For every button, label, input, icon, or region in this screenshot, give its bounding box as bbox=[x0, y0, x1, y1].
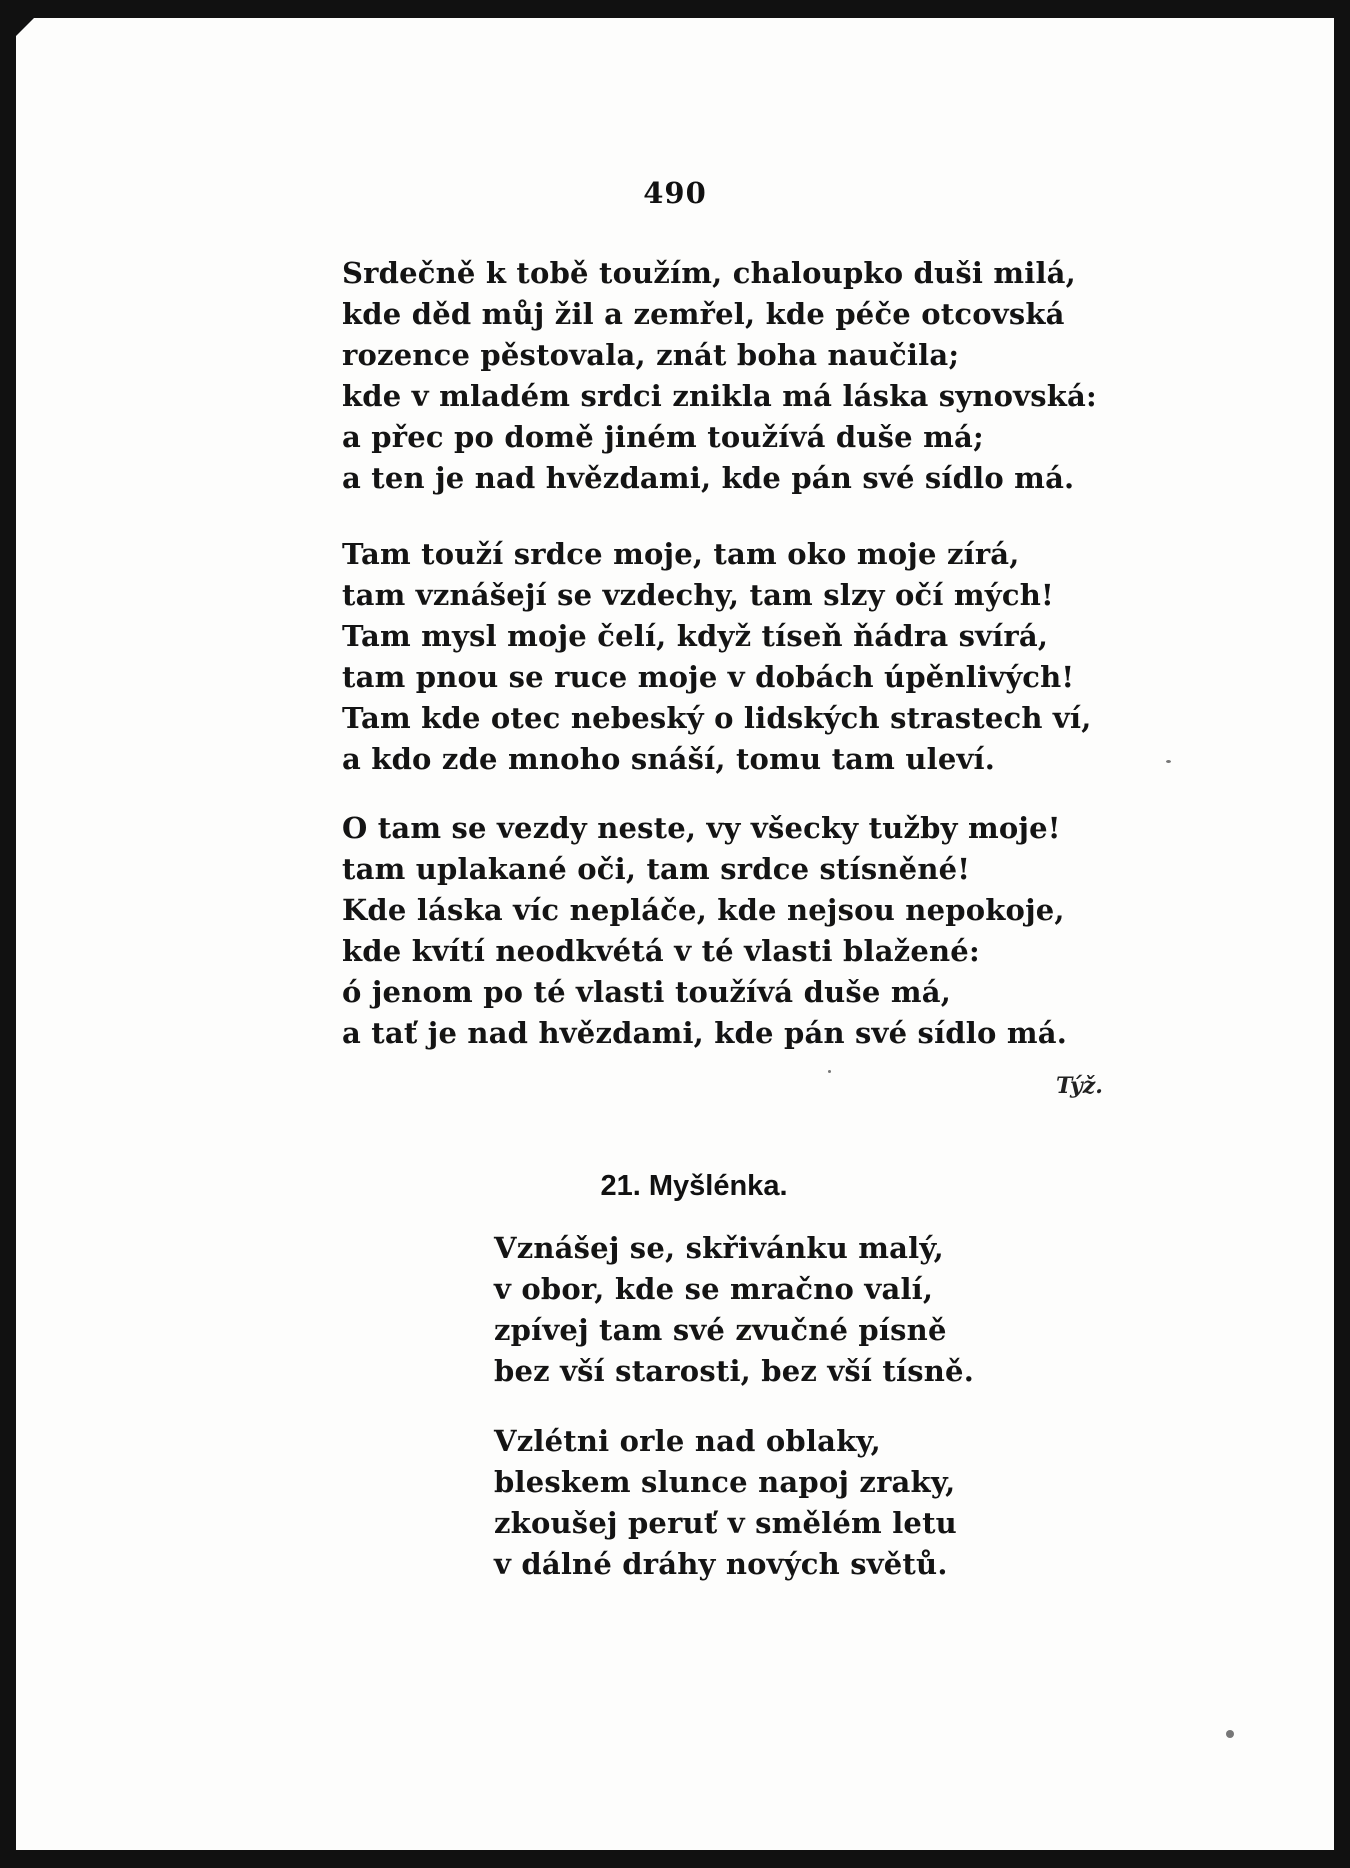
verse-line: Vznášej se, skřivánku malý, bbox=[494, 1231, 944, 1265]
verse-line: v obor, kde se mračno valí, bbox=[494, 1272, 934, 1306]
verse-line: bez vší starosti, bez vší tísně. bbox=[494, 1354, 975, 1388]
verse-line: O tam se vezdy neste, vy všecky tužby moje! bbox=[342, 811, 1061, 845]
verse-line: Tam touží srdce moje, tam oko moje zírá, bbox=[342, 537, 1020, 571]
poem1-stanza-1 bbox=[342, 253, 1097, 499]
verse-line: a ten je nad hvězdami, kde pán své sídlo má. bbox=[342, 461, 1075, 495]
verse-line: a tať je nad hvězdami, kde pán své sídlo má. bbox=[342, 1016, 1068, 1050]
verse-line: Tam mysl moje čelí, když tíseň ňádra svírá, bbox=[342, 619, 1049, 653]
verse-line: rozence pěstovala, znát boha naučila; bbox=[342, 338, 960, 372]
poem-title: 21. Myšlénka. bbox=[600, 1170, 788, 1202]
page-corner-shadow bbox=[16, 18, 34, 36]
verse-line: a kdo zde mnoho snáší, tomu tam uleví. bbox=[342, 742, 996, 776]
verse-line: v dálné dráhy nových světů. bbox=[494, 1547, 948, 1581]
verse-line: kde děd můj žil a zemřel, kde péče otcovská bbox=[342, 297, 1065, 331]
verse-line: kde v mladém srdci znikla má láska synovská: bbox=[342, 379, 1097, 413]
verse-line: tam vznášejí se vzdechy, tam slzy očí mých! bbox=[342, 578, 1054, 612]
verse-line: kde kvítí neodkvétá v té vlasti blažené: bbox=[342, 934, 980, 968]
verse-line: ó jenom po té vlasti toužívá duše má, bbox=[342, 975, 951, 1009]
poem1-stanza-3 bbox=[342, 808, 1067, 1054]
scan-speck bbox=[1226, 1730, 1234, 1738]
verse-line: zkoušej peruť v smělém letu bbox=[494, 1506, 957, 1540]
poem-attribution: Týž. bbox=[1056, 1073, 1103, 1099]
book-page bbox=[16, 18, 1334, 1850]
verse-line: Srdečně k tobě toužím, chaloupko duši milá, bbox=[342, 256, 1076, 290]
verse-line: Vzlétni orle nad oblaky, bbox=[494, 1424, 881, 1458]
verse-line: tam pnou se ruce moje v dobách úpěnlivých! bbox=[342, 660, 1075, 694]
poem1-stanza-2 bbox=[342, 534, 1092, 780]
scan-speck bbox=[828, 1070, 831, 1073]
poem2-stanza-1 bbox=[494, 1228, 974, 1392]
scan-speck bbox=[1166, 760, 1171, 763]
page-number: 490 bbox=[643, 176, 707, 210]
verse-line: a přec po domě jiném toužívá duše má; bbox=[342, 420, 984, 454]
poem2-stanza-2 bbox=[494, 1421, 957, 1585]
verse-line: tam uplakané oči, tam srdce stísněné! bbox=[342, 852, 971, 886]
verse-line: Kde láska víc nepláče, kde nejsou nepokoje, bbox=[342, 893, 1065, 927]
verse-line: Tam kde otec nebeský o lidských strastech ví, bbox=[342, 701, 1092, 735]
verse-line: bleskem slunce napoj zraky, bbox=[494, 1465, 956, 1499]
verse-line: zpívej tam své zvučné písně bbox=[494, 1313, 947, 1347]
